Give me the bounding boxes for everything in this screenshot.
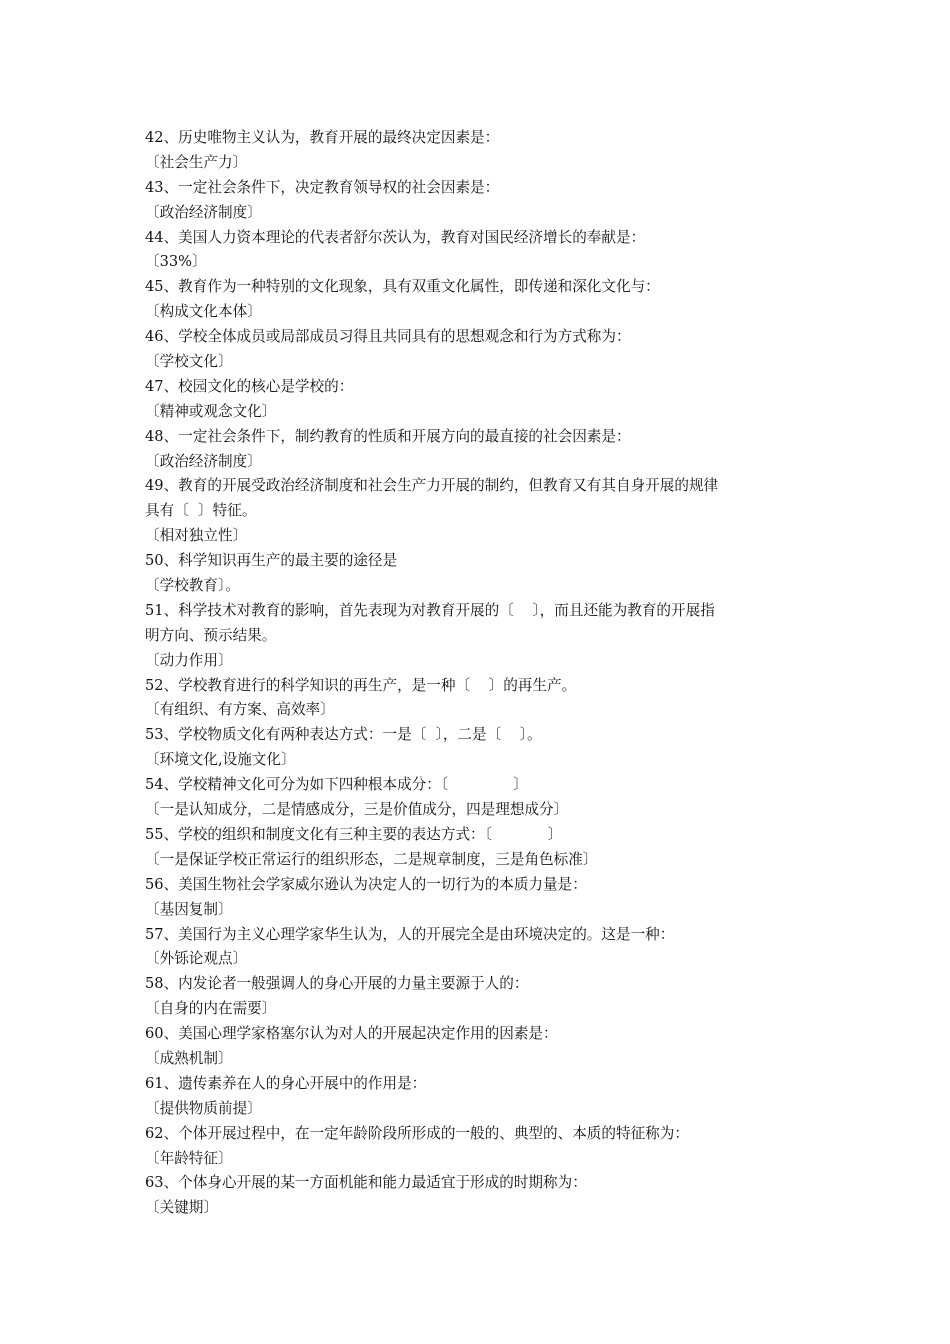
text-line: 〔关键期〕: [145, 1199, 218, 1217]
text-line: 〔年龄特征〕: [145, 1149, 233, 1167]
text-line: 55、学校的组织和制度文化有三种主要的表达方式：〔 〕: [145, 825, 563, 843]
text-line: 58、内发论者一般强调人的身心开展的力量主要源于人的：: [145, 975, 529, 993]
document-body: [145, 126, 817, 1221]
text-line: 〔外铄论观点〕: [145, 950, 248, 968]
text-line: 〔社会生产力〕: [145, 153, 248, 171]
text-line: 〔提供物质前提〕: [145, 1099, 262, 1117]
text-line: 53、学校物质文化有两种表达方式：一是〔 〕，二是〔 〕。: [145, 726, 542, 744]
text-line: 〔环境文化,设施文化〕: [145, 751, 296, 769]
text-line: 44、美国人力资本理论的代表者舒尔茨认为，教育对国民经济增长的奉献是：: [145, 228, 646, 246]
text-line: 48、一定社会条件下，制约教育的性质和开展方向的最直接的社会因素是：: [145, 427, 631, 445]
text-line: 46、学校全体成员或局部成员习得且共同具有的思想观念和行为方式称为：: [145, 328, 631, 346]
text-line: 明方向、预示结果。: [145, 626, 277, 644]
text-line: 〔学校教育〕。: [145, 577, 240, 595]
text-line: 62、个体开展过程中，在一定年龄阶段所形成的一般的、典型的、本质的特征称为：: [145, 1124, 689, 1142]
text-line: 60、美国心理学家格塞尔认为对人的开展起决定作用的因素是：: [145, 1025, 558, 1043]
text-line: 51、科学技术对教育的影响，首先表现为对教育开展的〔 〕，而且还能为教育的开展指: [145, 601, 715, 619]
text-line: 47、校园文化的核心是学校的：: [145, 377, 354, 395]
text-line: 〔自身的内在需要〕: [145, 1000, 277, 1018]
text-line: 〔动力作用〕: [145, 651, 233, 669]
text-line: 〔政治经济制度〕: [145, 203, 262, 221]
text-line: 42、历史唯物主义认为，教育开展的最终决定因素是：: [145, 129, 500, 146]
text-line: 50、科学知识再生产的最主要的途径是: [145, 552, 398, 570]
text-line: 〔一是认知成分，二是情感成分，三是价值成分，四是理想成分〕: [145, 801, 569, 819]
text-line: 〔成熟机制〕: [145, 1049, 233, 1067]
text-line: 63、个体身心开展的某一方面机能和能力最适宜于形成的时期称为：: [145, 1174, 587, 1192]
text-line: 具有〔 〕特征。: [145, 502, 257, 520]
text-line: 54、学校精神文化可分为如下四种根本成分：〔 〕: [145, 776, 528, 794]
text-line: 〔构成文化本体〕: [145, 303, 262, 321]
text-line: 52、学校教育进行的科学知识的再生产，是一种〔 〕的再生产。: [145, 676, 577, 694]
text-line: 〔精神或观念文化〕: [145, 402, 277, 420]
text-line: 〔33%〕: [145, 253, 207, 271]
text-line: 〔有组织、有方案、高效率〕: [145, 701, 335, 719]
text-line: 43、一定社会条件下，决定教育领导权的社会因素是：: [145, 178, 500, 196]
text-line: 〔学校文化〕: [145, 353, 233, 371]
text-line: 〔一是保证学校正常运行的组织形态，二是规章制度，三是角色标准〕: [145, 850, 598, 868]
text-line: 56、美国生物社会学家威尔逊认为决定人的一切行为的本质力量是：: [145, 875, 587, 893]
text-line: 57、美国行为主义心理学家华生认为，人的开展完全是由环境决定的。这是一种：: [145, 925, 675, 943]
text-line: 〔相对独立性〕: [145, 527, 248, 545]
text-line: 45、教育作为一种特别的文化现象，具有双重文化属性，即传递和深化文化与：: [145, 278, 660, 296]
text-line: 49、教育的开展受政治经济制度和社会生产力开展的制约，但教育又有其自身开展的规律: [145, 477, 719, 495]
text-line: 61、遗传素养在人的身心开展中的作用是：: [145, 1074, 427, 1092]
text-line: 〔基因复制〕: [145, 900, 233, 918]
text-line: 〔政治经济制度〕: [145, 452, 262, 470]
